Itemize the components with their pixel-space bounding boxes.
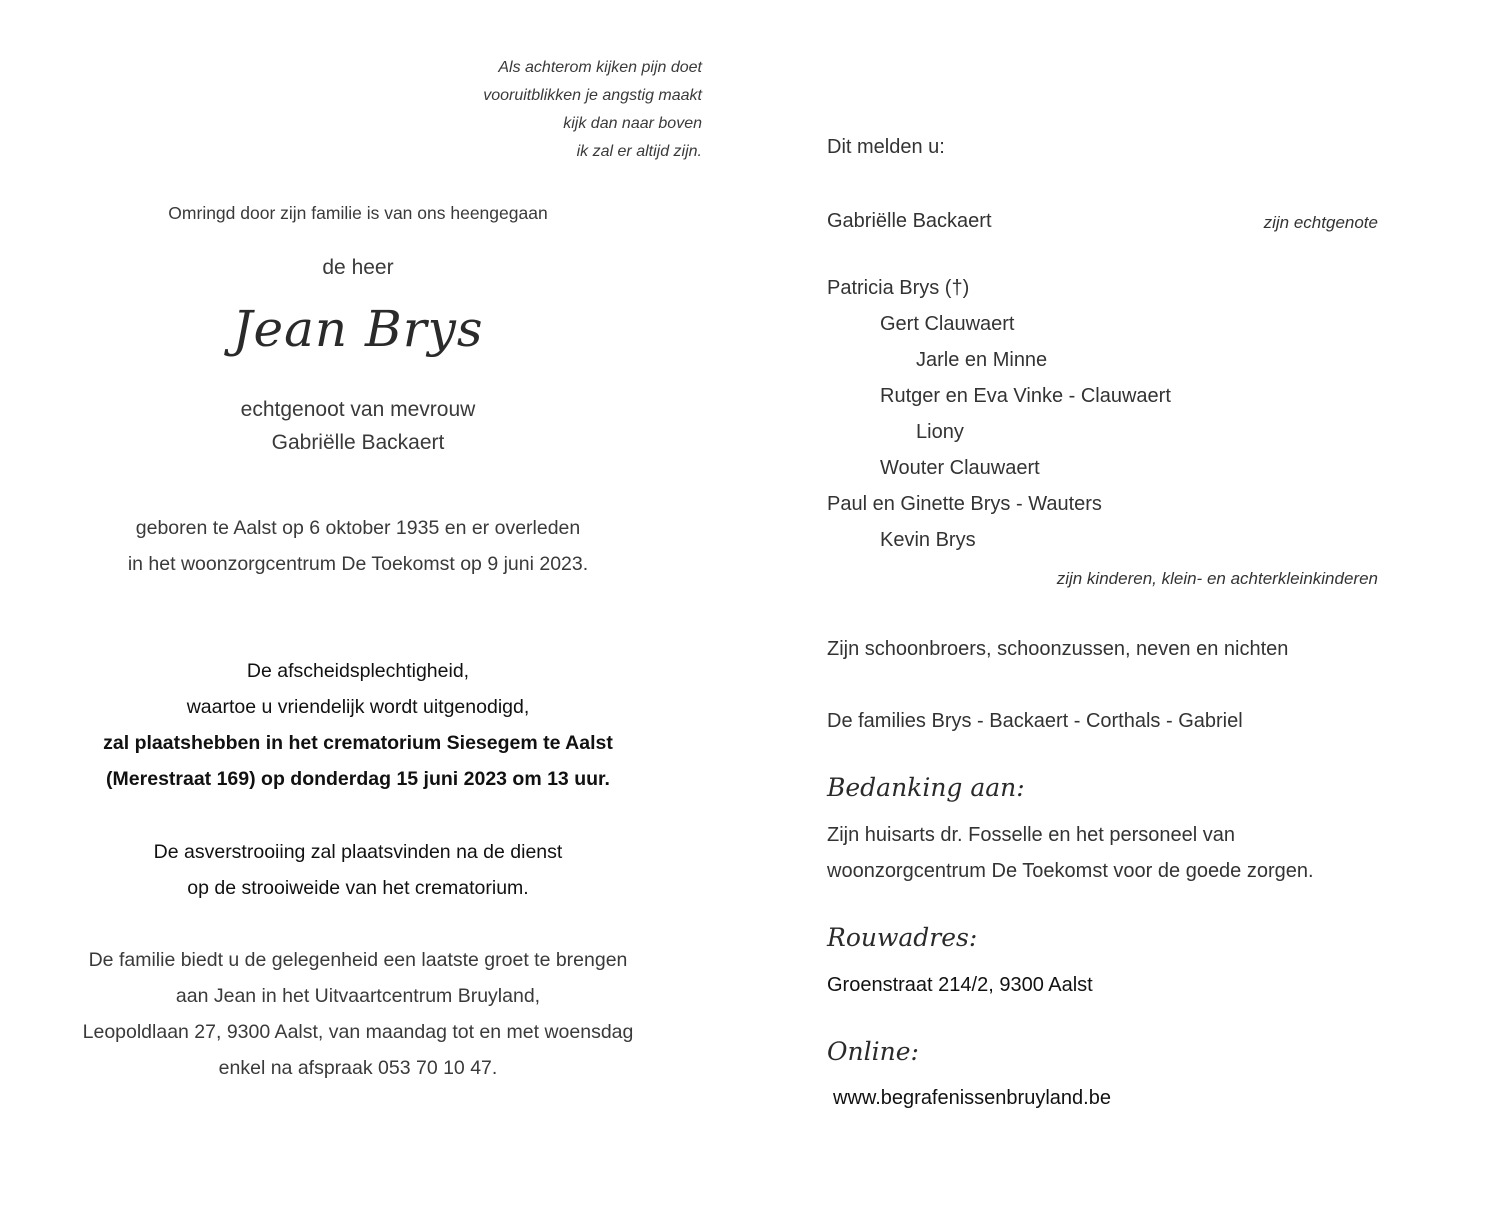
address-value: Groenstraat 214/2, 9300 Aalst [827, 974, 1093, 996]
ceremony-block [58, 653, 658, 797]
poem-line: vooruitblikken je angstig maakt [483, 87, 702, 104]
birth-death-block [58, 510, 658, 582]
family-member: Liony [916, 421, 964, 443]
family-heading: Dit melden u: [827, 136, 945, 158]
members-role: zijn kinderen, klein- en achterkleinkinderen [1056, 569, 1378, 588]
ceremony-location: zal plaatshebben in het crematorium Siesegem te Aalst [103, 732, 613, 754]
visit-line: De familie biedt u de gelegenheid een laatste groet te brengen [88, 949, 628, 971]
ceremony-line: De afscheidsplechtigheid, [246, 660, 470, 682]
family-member: Gert Clauwaert [880, 313, 1015, 335]
spouse-block [58, 393, 658, 459]
poem-line: Als achterom kijken pijn doet [498, 59, 702, 76]
address-heading: Rouwadres: [827, 923, 978, 952]
ceremony-line: waartoe u vriendelijk wordt uitgenodigd, [186, 696, 530, 718]
spouse-line: echtgenoot van mevrouw [240, 398, 476, 421]
online-url-link[interactable]: www.begrafenissenbruyland.be [833, 1087, 1111, 1109]
families-line: De families Brys - Backaert - Corthals - Gabriel [827, 710, 1243, 732]
spouse-line: Gabriëlle Backaert [271, 431, 445, 454]
visit-line: aan Jean in het Uitvaartcentrum Bruyland, [175, 985, 541, 1007]
thanks-line: Zijn huisarts dr. Fosselle en het personeel van [827, 824, 1235, 846]
born-line: in het woonzorgcentrum De Toekomst op 9 juni 2023. [127, 553, 589, 575]
announcement-intro: Omringd door zijn familie is van ons heengegaan [168, 203, 548, 223]
announcement-title: de heer [322, 256, 394, 279]
spouse-name: Gabriëlle Backaert [827, 210, 992, 232]
scattering-block [58, 834, 658, 906]
family-member: Jarle en Minne [916, 349, 1048, 371]
family-member: Patricia Brys (†) [827, 277, 970, 299]
spouse-role: zijn echtgenote [1263, 213, 1378, 232]
thanks-line: woonzorgcentrum De Toekomst voor de goede zorgen. [827, 860, 1314, 882]
poem-line: kijk dan naar boven [563, 115, 702, 132]
poem-line: ik zal er altijd zijn. [576, 143, 702, 160]
family-member: Kevin Brys [880, 529, 976, 551]
scatter-line: De asverstrooiing zal plaatsvinden na de dienst [153, 841, 563, 863]
online-heading: Online: [827, 1037, 919, 1066]
poem [483, 54, 702, 166]
visit-line: Leopoldlaan 27, 9300 Aalst, van maandag tot en met woensdag [82, 1021, 634, 1043]
family-member: Rutger en Eva Vinke - Clauwaert [880, 385, 1171, 407]
born-line: geboren te Aalst op 6 oktober 1935 en er overleden [135, 517, 581, 539]
family-member: Paul en Ginette Brys - Wauters [827, 493, 1102, 515]
ceremony-datetime: (Merestraat 169) op donderdag 15 juni 2023 om 13 uur. [106, 768, 610, 790]
scatter-line: op de strooiweide van het crematorium. [187, 877, 529, 899]
deceased-name: Jean Brys [232, 300, 484, 358]
inlaws-line: Zijn schoonbroers, schoonzussen, neven en nichten [827, 638, 1289, 660]
visitation-block [58, 942, 658, 1086]
thanks-heading: Bedanking aan: [827, 773, 1025, 802]
family-member: Wouter Clauwaert [880, 457, 1040, 479]
visit-line: enkel na afspraak 053 70 10 47. [218, 1057, 498, 1079]
